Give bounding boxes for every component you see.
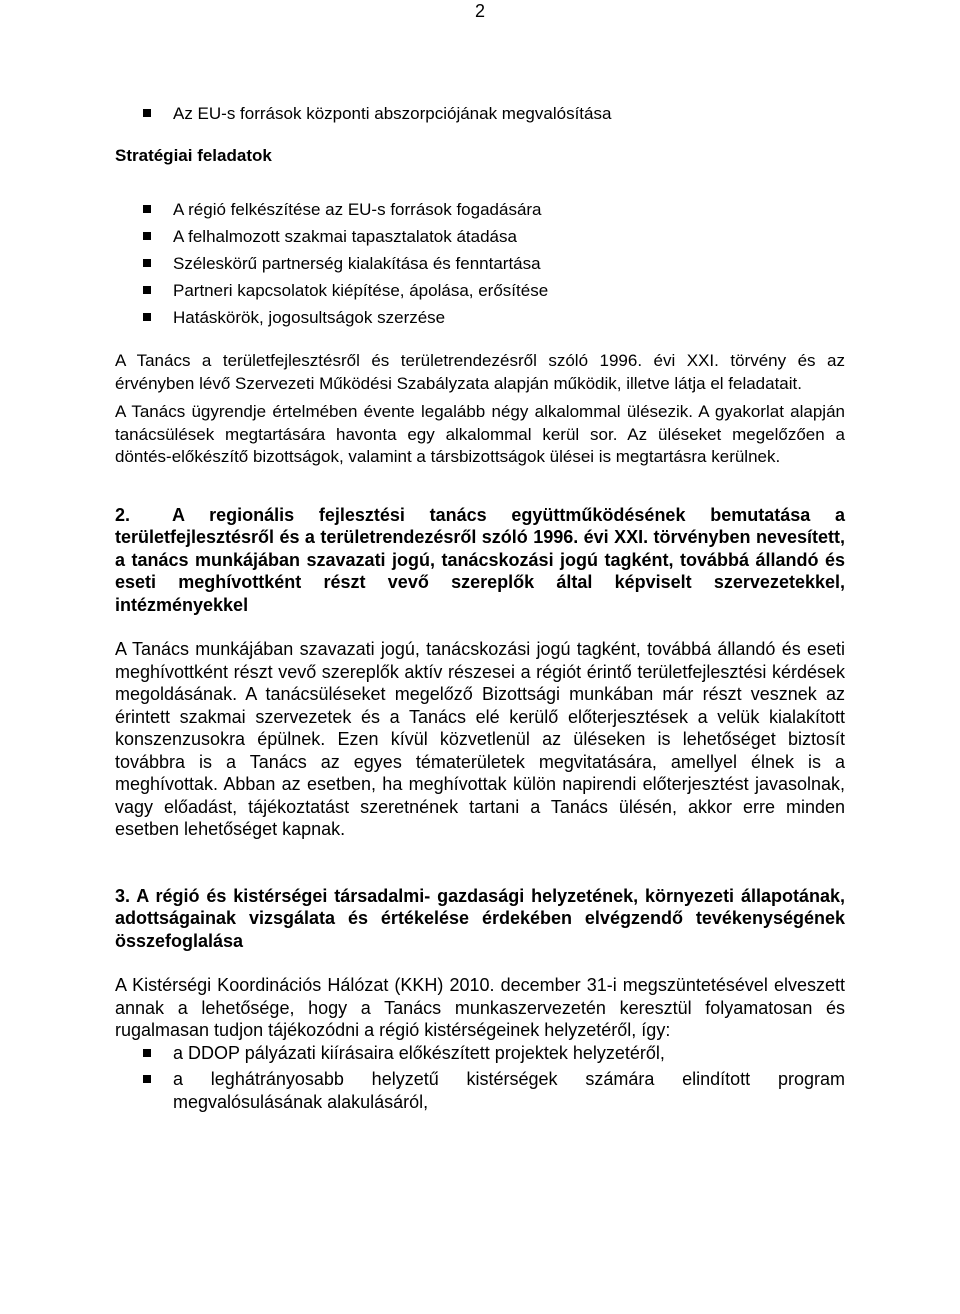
section-3-body: A Kistérségi Koordinációs Hálózat (KKH) 2010. december 31-i megszüntetésével elveszett annak a lehetősége, hogy a Tanács munkaszervezetén keresztül folyamatosan és rugalmasan tudjon tájékozódni a régió kistérségeinek helyzetéről, így: <box>115 975 845 1040</box>
section-3-list <box>115 1042 845 1114</box>
section-3-title: A régió és kistérségei társadalmi- gazdasági helyzetének, környezeti állapotának, adottságainak vizsgálata és értékelése érdekében elvégzendő tevékenységének összefoglalása <box>115 885 845 951</box>
paragraph-2: A Tanács ügyrendje értelmében évente legalább négy alkalommal ülésezik. A gyakorlat alapján tanácsülések megtartására havonta egy alkalommal kerül sor. Az üléseket megelőzően a döntés-előkészítő bizottságok, valamint a társbizottságok ülései is megtartásra kerülnek. <box>115 402 845 466</box>
section-2-number: 2. <box>115 504 131 525</box>
square-bullet-icon <box>143 286 151 294</box>
strategic-list <box>115 196 845 331</box>
list-item: Az EU-s források központi abszorpciójának megvalósítása <box>115 100 845 127</box>
square-bullet-icon <box>143 1075 151 1083</box>
list-item: a DDOP pályázati kiírásaira előkészített projektek helyzetéről, <box>115 1042 845 1065</box>
list-item: Széleskörű partnerség kialakítása és fenntartása <box>115 250 845 277</box>
square-bullet-icon <box>143 1049 151 1057</box>
list-item: A felhalmozott szakmai tapasztalatok átadása <box>115 223 845 250</box>
square-bullet-icon <box>143 109 151 117</box>
section-3-heading <box>115 885 845 953</box>
square-bullet-icon <box>143 259 151 267</box>
section-2-title: A regionális fejlesztési tanács együttműködésének bemutatása a területfejlesztésről és a területrendezésről szóló 1996. évi XXI. törvényben nevesített, a tanács munkájában szavazati jogú, tanácskozási jogú tagként, továbbá állandó és eseti meghívottként részt vevő szereplők által képviselt szervezetekkel, intézményekkel <box>115 504 845 615</box>
list-item: a leghátrányosabb helyzetű kistérségek számára elindított program megvalósulásának alakulásáról, <box>115 1068 845 1113</box>
square-bullet-icon <box>143 313 151 321</box>
page-number: 2 <box>474 1 485 21</box>
list-item: Partneri kapcsolatok kiépítése, ápolása, erősítése <box>115 277 845 304</box>
square-bullet-icon <box>143 205 151 213</box>
top-bullet-list <box>115 100 845 127</box>
strategic-title: Stratégiai feladatok <box>115 146 272 165</box>
list-item: A régió felkészítése az EU-s források fogadására <box>115 196 845 223</box>
list-item: Hatáskörök, jogosultságok szerzése <box>115 304 845 331</box>
paragraph-1: A Tanács a területfejlesztésről és területrendezésről szóló 1996. évi XXI. törvény és az érvényben lévő Szervezeti Működési Szabályzata alapján működik, illetve látja el feladatait. <box>115 351 845 393</box>
section-2-body: A Tanács munkájában szavazati jogú, tanácskozási jogú tagként, továbbá állandó és eseti meghívottként részt vevő szereplők aktív részesei a régiót érintő területfejlesztési kérdések megoldásának. A tanácsüléseket megelőző Bizottsági munkában már részt vesznek az érintett szakmai szervezetek és a Tanács elé kerülő előterjesztések a velük kialakított konszenzusokra épülnek. Ezen kívül közvetlenül az üléseken is lehetőséget biztosít továbbra is a Tanács az egyes tématerületek megvitatására, amellyel élnek is a meghívottak. Abban az esetben, ha meghívottak külön napirendi előterjesztést javasolnak, vagy előadást, tájékoztatást szeretnének tartani a Tanács ülésén, akkor erre minden esetben lehetőséget kapnak. <box>115 639 845 839</box>
section-2-heading <box>115 504 845 617</box>
document-body <box>115 100 845 1113</box>
square-bullet-icon <box>143 232 151 240</box>
section-3-number: 3. <box>115 885 131 906</box>
